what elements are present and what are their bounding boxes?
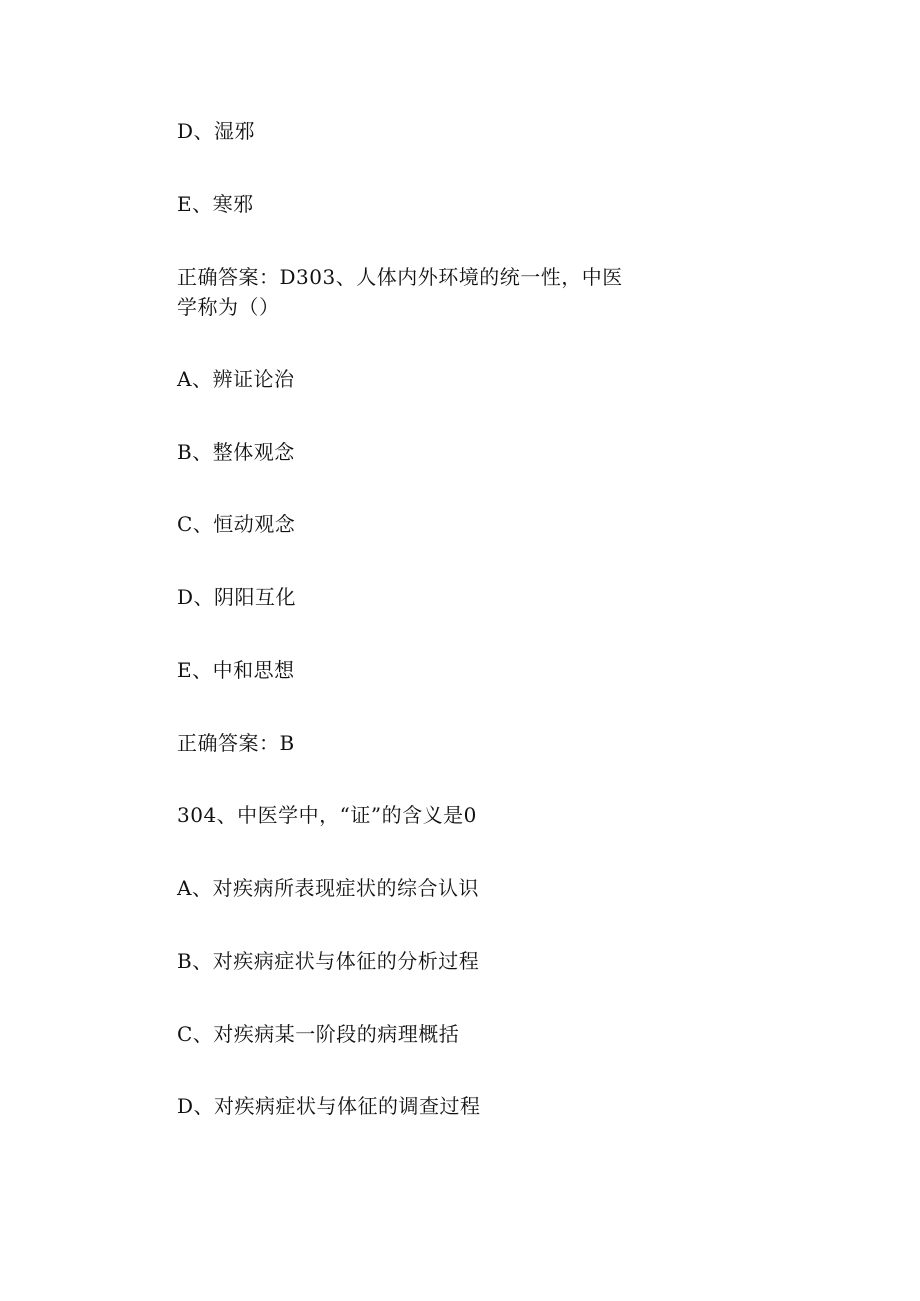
option-b-text: B、对疾病症状与体征的分析过程 <box>177 949 480 973</box>
option-b-text: B、整体观念 <box>177 440 295 464</box>
question-303-continuation: 学称为（） <box>177 295 280 319</box>
option-c-text: C、恒动观念 <box>177 512 296 536</box>
option-e-text: E、中和思想 <box>177 658 295 682</box>
answer-and-question-303: 正确答案：D303、人体内外环境的统一性，中医 <box>177 265 623 289</box>
option-d-text: D、阴阳互化 <box>177 585 297 609</box>
correct-answer: 正确答案：B <box>177 731 295 755</box>
option-d-text: D、对疾病症状与体征的调查过程 <box>177 1094 481 1118</box>
option-c-text: C、对疾病某一阶段的病理概括 <box>177 1022 460 1046</box>
option-a-text: A、辨证论治 <box>177 367 295 391</box>
option-e-text: E、寒邪 <box>177 192 254 216</box>
question-304: 304、中医学中，“证”的含义是0 <box>177 803 477 827</box>
option-a-text: A、对疾病所表现症状的综合认识 <box>177 876 479 900</box>
option-d-text: D、湿邪 <box>177 119 256 143</box>
